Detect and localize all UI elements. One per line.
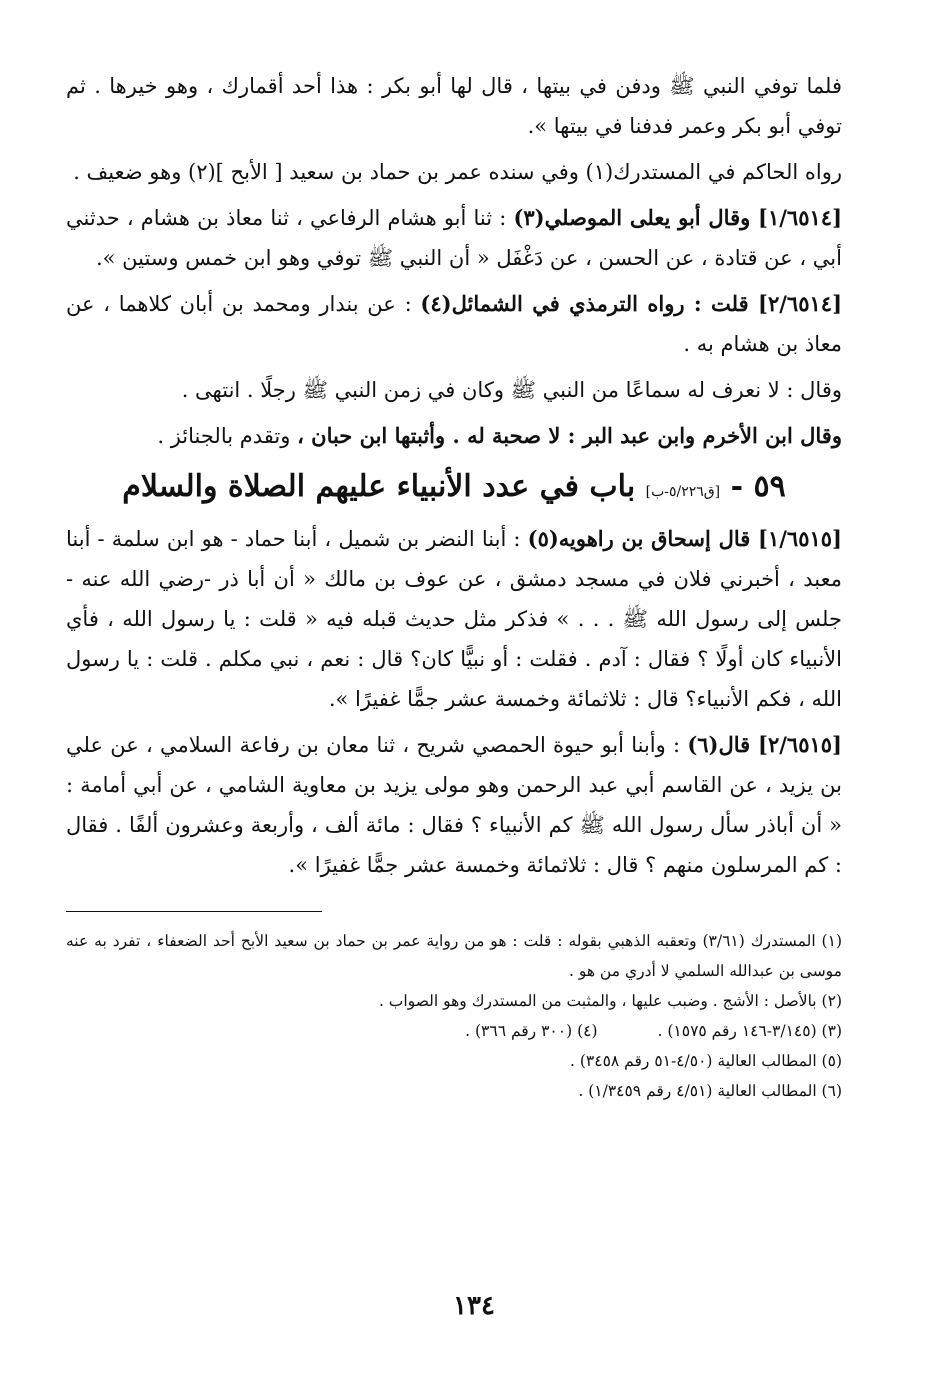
- chapter-number: ٥٩ -: [730, 469, 786, 504]
- paragraph-2: رواه الحاكم في المستدرك(١) وفي سنده عمر بن حماد بن سعيد [ الأبح ](٢) وهو ضعيف .: [73, 160, 842, 184]
- footnote-2: (٢) بالأصل : الأشج . وضبب عليها ، والمثبت من المستدرك وهو الصواب .: [378, 992, 842, 1010]
- hadith-6515-2: [٢/٦٥١٥] قال(٦) : وأبنا أبو حيوة الحمصي شريح ، ثنا معان بن رفاعة السلامي ، عن علي بن يزيد ، عن القاسم أبي عبد الرحمن وهو مولى يزيد بن معاوية الشامي ، عن أبي أمامة : « أن أباذر سأل رسول الله ﷺ كم الأنبياء ؟ فقال : مائة ألف ، وأربعة وعشرون ألفًا . فقال : كم المرسلون منهم ؟ قال : ثلاثمائة وخمسة عشر جمًّا غفيرًا ».: [66, 732, 842, 877]
- footnote-6: (٦) المطالب العالية (٤/٥١ رقم ١/٣٤٥٩) .: [578, 1082, 842, 1100]
- chapter-heading: [66, 462, 842, 517]
- hadith-6514-2: [٢/٦٥١٤] قلت : رواه الترمذي في الشمائل(٤) : عن بندار ومحمد بن أبان كلاهما ، عن معاذ بن هشام به .: [66, 291, 842, 356]
- hadith-lead: [١/٦٥١٥] قال إسحاق بن راهويه(٥): [527, 526, 842, 551]
- manuscript-ref: [ق٥/٢٢٦-ب]: [645, 484, 721, 500]
- footnote-1: (١) المستدرك (٣/٦١) وتعقبه الذهبي بقوله : قلت : هو من رواية عمر بن حماد بن سعيد الأبح أحد الضعفاء ، تفرد به عنه موسى بن عبدالله السلمي لا أدري من هو .: [66, 932, 842, 980]
- hadith-6515-1: [١/٦٥١٥] قال إسحاق بن راهويه(٥) : أبنا النضر بن شميل ، أبنا حماد - هو ابن سلمة - أبنا معبد ، أخبرني فلان في مسجد دمشق ، عن عوف بن مالك « أن أبا ذر -رضي الله عنه - جلس إلى رسول الله ﷺ . . . » فذكر مثل حديث قبله فيه « قلت : يا رسول الله ، فأي الأنبياء كان أولًا ؟ فقال : آدم . فقلت : أو نبيًّا كان؟ قال : نعم ، نبي مكلم . قلت : يا رسول الله ، فكم الأنبياء؟ قال : ثلاثمائة وخمسة عشر جمًّا غفيرًا ».: [66, 526, 842, 711]
- hadith-lead: [٢/٦٥١٥] قال(٦): [687, 732, 842, 757]
- paragraph-tirmidhi-note: وقال : لا نعرف له سماعًا من النبي ﷺ وكان في زمن النبي ﷺ رجلًا . انتهى .: [181, 378, 842, 402]
- paragraph-1: فلما توفي النبي ﷺ ودفن في بيتها ، قال لها أبو بكر : هذا أحد أقمارك ، وهو خيرها . ثم توفي أبو بكر وعمر فدفنا في بيتها ».: [66, 74, 842, 138]
- hadith-lead: [٢/٦٥١٤] قلت : رواه الترمذي في الشمائل(٤): [420, 291, 842, 316]
- footnotes: [66, 926, 842, 1106]
- chapter-title: باب في عدد الأنبياء عليهم الصلاة والسلام: [122, 469, 636, 504]
- footnote-5: (٥) المطالب العالية (٤/٥٠-٥١ رقم ٣٤٥٨) .: [570, 1052, 842, 1070]
- page-number: ١٣٤: [453, 1291, 495, 1321]
- footnote-divider: [66, 911, 322, 912]
- page-body: [66, 66, 842, 1106]
- hadith-6514-1: [١/٦٥١٤] وقال أبو يعلى الموصلي(٣) : ثنا أبو هشام الرفاعي ، ثنا معاذ بن هشام ، حدثني أبي ، عن قتادة ، عن الحسن ، عن دَغْفَل « أن النبي ﷺ توفي وهو ابن خمس وستين ».: [66, 205, 842, 270]
- hadith-lead: [١/٦٥١٤] وقال أبو يعلى الموصلي(٣): [513, 205, 842, 230]
- footnote-row-3-4: [66, 1016, 842, 1046]
- paragraph-sahaba-note: وقال ابن الأخرم وابن عبد البر : لا صحبة له . وأثبتها ابن حبان ، وتقدم بالجنائز .: [157, 423, 842, 448]
- footnote-3: (٣) (٣/١٤٥-١٤٦ رقم ١٥٧٥) .: [657, 1022, 842, 1040]
- footnote-4: (٤) (٣٠٠ رقم ٣٦٦) .: [465, 1022, 598, 1040]
